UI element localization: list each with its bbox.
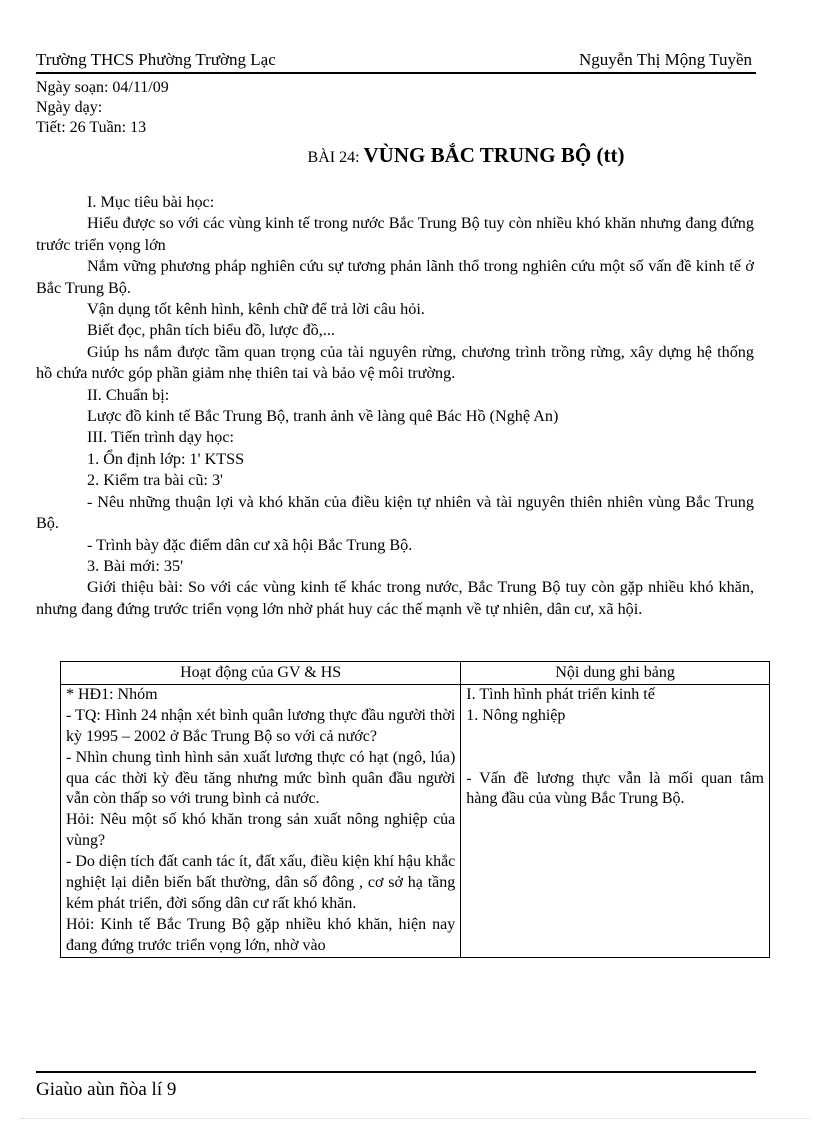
title-prefix: BÀI 24:: [307, 149, 360, 166]
teach-date: Ngày dạy:: [36, 99, 103, 116]
activity-line: - Do diện tích đất canh tác ít, đất xấu, điều kiện khí hậu khắc nghiệt lại diễn biến bất thường, dân số đông , cơ sở hạ tầng kém phát triển, đời sống dân cư rất khó khăn.: [66, 853, 456, 912]
paragraph: - Nêu những thuận lợi và khó khăn của điều kiện tự nhiên và tài nguyên thiên nhiên vùng Bắc Trung Bộ.: [36, 492, 754, 533]
activity-line: Hỏi: Nêu một số khó khăn trong sản xuất nông nghiệp của vùng?: [66, 811, 456, 850]
footer-text: Giaùo aùn ñòa lí 9: [36, 1079, 177, 1100]
paragraph: Hiểu được so với các vùng kinh tế trong nước Bắc Trung Bộ tuy còn nhiều khó khăn nhưng đang đứng trước triển vọng lớn: [36, 214, 754, 254]
title-main: VÙNG BẮC TRUNG BỘ (tt): [363, 143, 625, 167]
table-header-row: [61, 662, 770, 685]
paragraph: 3. Bài mới: 35': [87, 556, 184, 575]
table-row: [61, 684, 770, 957]
board-line: - Vấn đề lương thực vẫn là mối quan tâm hàng đầu của vùng Bắc Trung Bộ.: [466, 769, 764, 808]
period-week: Tiết: 26 Tuần: 13: [36, 119, 147, 136]
paragraph: - Trình bày đặc điểm dân cư xã hội Bắc Trung Bộ.: [87, 535, 413, 554]
paragraph: Lược đồ kinh tế Bắc Trung Bộ, tranh ảnh về làng quê Bác Hồ (Nghệ An): [87, 407, 559, 426]
paragraph: 2. Kiểm tra bài cũ: 3': [87, 471, 223, 490]
table-header-board-content: Nội dung ghi bảng: [461, 662, 770, 685]
paragraph: Giúp hs nắm được tầm quan trọng của tài nguyên rừng, chương trình trồng rừng, xây dựng hệ thống hồ chứa nước góp phần giảm nhẹ thiên tai và bảo vệ môi trường.: [36, 342, 754, 383]
section-objectives-heading: I. Mục tiêu bài học:: [87, 193, 215, 211]
lesson-table: [60, 661, 770, 958]
section-preparation-heading: II. Chuẩn bị:: [87, 385, 170, 404]
activity-line: - TQ: Hình 24 nhận xét bình quân lương thực đầu người thời kỳ 1995 – 2002 ở Bắc Trung Bộ so với cả nước?: [66, 706, 456, 745]
page-header: [36, 48, 756, 74]
paragraph: 1. Ổn định lớp: 1' KTSS: [87, 449, 245, 468]
paragraph: Vận dụng tốt kênh hình, kênh chữ để trả lời câu hỏi.: [87, 300, 425, 319]
activity-line: Hỏi: Kinh tế Bắc Trung Bộ gặp nhiều khó khăn, hiện nay đang đứng trước triển vọng lớn, nhờ vào: [66, 915, 456, 954]
paragraph: Biết đọc, phân tích biểu đồ, lược đồ,...: [87, 321, 335, 340]
prep-date: Ngày soạn: 04/11/09: [36, 79, 169, 96]
lesson-meta: [36, 78, 169, 138]
activity-line: * HĐ1: Nhóm: [66, 685, 158, 703]
section-process-heading: III. Tiến trình dạy học:: [87, 428, 235, 447]
activity-line: - Nhìn chung tình hình sản xuất lương thực có hạt (ngô, lúa) qua các thời kỳ đều tăng nhưng mức bình quân đầu người vẫn còn thấp so với trung bình cả nước.: [66, 748, 456, 808]
board-line: 1. Nông nghiệp: [466, 706, 566, 724]
lesson-title: [36, 143, 756, 168]
author-name: Nguyễn Thị Mộng Tuyền: [578, 50, 752, 69]
board-content-cell: [461, 684, 770, 957]
page-footer: [36, 1071, 756, 1101]
table-header-activities: Hoạt động của GV & HS: [61, 662, 461, 685]
paragraph: Nắm vững phương pháp nghiên cứu sự tương phản lãnh thổ trong nghiên cứu một số vấn đề kinh tế ở Bắc Trung Bộ.: [36, 257, 754, 297]
school-name: Trường THCS Phường Trường Lạc: [36, 50, 276, 69]
board-line: I. Tình hình phát triển kinh tế: [466, 685, 655, 703]
lesson-body: [36, 192, 754, 620]
page-bottom-divider: [20, 1118, 810, 1119]
paragraph: Giới thiệu bài: So với các vùng kinh tế khác trong nước, Bắc Trung Bộ tuy còn gặp nhiều khó khăn, nhưng đang đứng trước triển vọng lớn nhờ phát huy các thế mạnh về tự nhiên, dân cư, xã hội.: [36, 578, 754, 618]
activities-cell: [61, 684, 461, 957]
